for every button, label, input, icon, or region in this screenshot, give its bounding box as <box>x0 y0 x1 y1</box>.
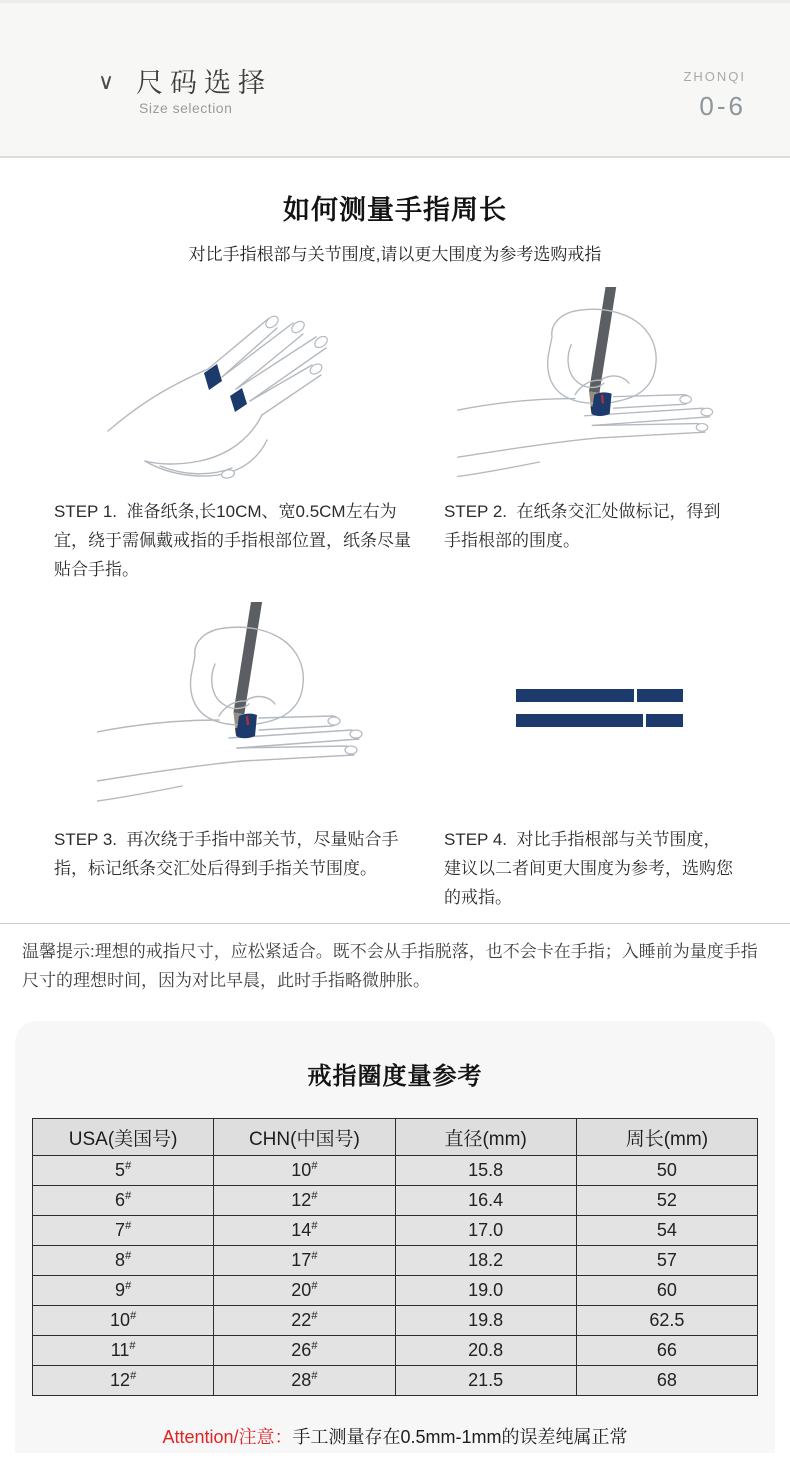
cell-usa: 11# <box>33 1336 214 1366</box>
table-row <box>33 1306 758 1336</box>
step-1-text <box>52 489 442 599</box>
cell-usa: 10# <box>33 1306 214 1336</box>
step-label: STEP 4. <box>444 830 507 849</box>
cell-diameter: 21.5 <box>395 1366 576 1396</box>
step-label: STEP 3. <box>54 830 117 849</box>
col-circumference: 周长(mm) <box>576 1119 757 1156</box>
step-3-text <box>52 817 442 917</box>
cell-usa: 5# <box>33 1156 214 1186</box>
section-subtitle: Size selection <box>139 100 233 116</box>
col-usa: USA(美国号) <box>33 1119 214 1156</box>
cell-usa: 7# <box>33 1216 214 1246</box>
cell-chn: 26# <box>214 1336 395 1366</box>
cell-usa: 6# <box>33 1186 214 1216</box>
step-2-text <box>442 489 762 599</box>
cell-diameter: 20.8 <box>395 1336 576 1366</box>
table-row <box>33 1216 758 1246</box>
paper-strip-segment <box>516 714 643 727</box>
step-body: 准备纸条,长10CM、宽0.5CM左右为宜，绕于需佩戴戒指的手指根部位置，纸条尽量贴合手指。 <box>54 502 411 579</box>
cell-chn: 17# <box>214 1246 395 1276</box>
step-body: 对比手指根部与关节围度，建议以二者间更大围度为参考，选购您的戒指。 <box>444 830 733 907</box>
table-row <box>33 1246 758 1276</box>
col-diameter: 直径(mm) <box>395 1119 576 1156</box>
chevron-down-icon: ∨ <box>98 69 115 94</box>
table-row <box>33 1366 758 1396</box>
cell-circumference: 57 <box>576 1246 757 1276</box>
cell-diameter: 19.0 <box>395 1276 576 1306</box>
cell-chn: 10# <box>214 1156 395 1186</box>
step-label: STEP 2. <box>444 502 507 521</box>
brand-block <box>683 69 746 122</box>
step-label: STEP 1. <box>54 502 117 521</box>
warm-tip-text: 温馨提示:理想的戒指尺寸，应松紧适合。既不会从手指脱落，也不会卡在手指；入睡前为量度手指尺寸的理想时间，因为对比早晨，此时手指略微肿胀。 <box>22 942 758 990</box>
cell-usa: 8# <box>33 1246 214 1276</box>
section-header <box>0 0 790 158</box>
brand-number: 0-6 <box>699 91 746 121</box>
brand-name: ZHONQI <box>683 69 746 84</box>
cell-diameter: 17.0 <box>395 1216 576 1246</box>
cell-circumference: 60 <box>576 1276 757 1306</box>
pencil-mark <box>602 395 603 404</box>
paper-strip-segment <box>646 714 683 727</box>
ring-size-table <box>32 1118 758 1396</box>
cell-chn: 28# <box>214 1366 395 1396</box>
pencil-marking-knuckle-illustration <box>52 599 442 817</box>
paper-strip-segment <box>637 689 683 702</box>
cell-chn: 20# <box>214 1276 395 1306</box>
attention-text: 手工测量存在0.5mm-1mm的误差纯属正常 <box>292 1427 628 1447</box>
table-row <box>33 1276 758 1306</box>
guide-subtitle: 对比手指根部与关节围度,请以更大围度为参考选购戒指 <box>188 245 602 264</box>
cell-circumference: 50 <box>576 1156 757 1186</box>
attention-note <box>15 1423 775 1449</box>
paper-band <box>204 364 222 390</box>
paper-strip-segment <box>516 689 634 702</box>
cell-circumference: 68 <box>576 1366 757 1396</box>
cell-circumference: 62.5 <box>576 1306 757 1336</box>
cell-usa: 9# <box>33 1276 214 1306</box>
cell-circumference: 66 <box>576 1336 757 1366</box>
measuring-guide <box>0 188 790 995</box>
guide-title: 如何测量手指周长 <box>283 195 507 225</box>
cell-chn: 12# <box>214 1186 395 1216</box>
paper-band <box>230 388 247 412</box>
col-chn: CHN(中国号) <box>214 1119 395 1156</box>
table-header-row <box>33 1119 758 1156</box>
step-4-text <box>442 817 762 917</box>
cell-usa: 12# <box>33 1366 214 1396</box>
cell-circumference: 54 <box>576 1216 757 1246</box>
attention-label: Attention/注意： <box>162 1427 293 1447</box>
cell-circumference: 52 <box>576 1186 757 1216</box>
cell-diameter: 15.8 <box>395 1156 576 1186</box>
paper-strips-graphic <box>442 599 762 817</box>
size-reference-panel <box>15 1021 775 1453</box>
paper-strip <box>516 714 688 727</box>
cell-diameter: 19.8 <box>395 1306 576 1336</box>
cell-chn: 14# <box>214 1216 395 1246</box>
steps-grid <box>0 285 790 917</box>
step-body: 再次绕于手指中部关节，尽量贴合手指，标记纸条交汇处后得到手指关节围度。 <box>54 830 399 878</box>
table-row <box>33 1156 758 1186</box>
step-body: 在纸条交汇处做标记，得到手指根部的围度。 <box>444 502 721 550</box>
pencil-mark <box>247 716 248 725</box>
section-title: 尺码选择 <box>136 68 272 98</box>
paper-strip <box>516 689 688 702</box>
table-row <box>33 1336 758 1366</box>
table-row <box>33 1186 758 1216</box>
cell-chn: 22# <box>214 1306 395 1336</box>
hand-with-bands-illustration <box>52 285 442 489</box>
cell-diameter: 16.4 <box>395 1186 576 1216</box>
pencil-marking-illustration <box>442 285 762 489</box>
size-table-title: 戒指圈度量参考 <box>307 1063 483 1090</box>
cell-diameter: 18.2 <box>395 1246 576 1276</box>
